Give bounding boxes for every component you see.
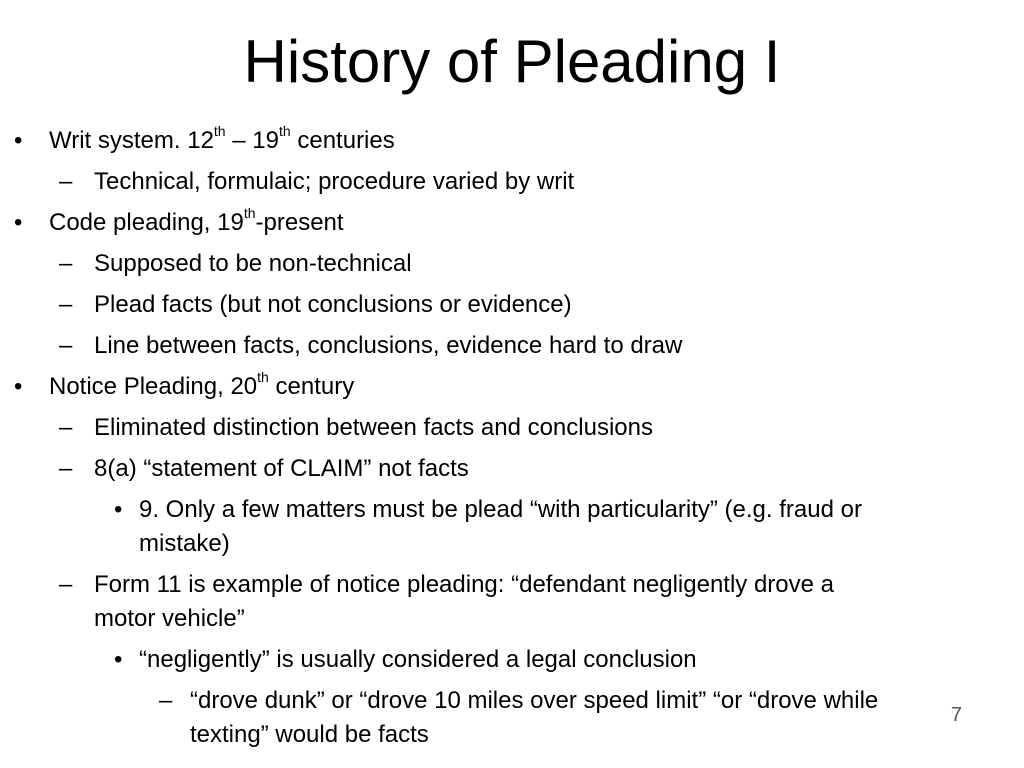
bullet-text: Notice Pleading, 20th century — [49, 369, 355, 400]
sub-bullet-form-11 — [0, 568, 1024, 636]
bullet-notice-pleading — [0, 370, 1024, 404]
dash-marker: – — [59, 455, 73, 482]
slide-title: History of Pleading I — [243, 28, 781, 95]
bullet-marker: • — [14, 373, 23, 400]
dash-marker: – — [59, 168, 73, 195]
dash-marker: – — [59, 414, 73, 441]
sub-sub-sub-bullet-drove — [0, 684, 1024, 752]
bullet-text: Code pleading, 19th-present — [49, 205, 344, 236]
sub-bullet-non-technical — [0, 247, 1024, 281]
bullet-text: Form 11 is example of notice pleading: “defendant negligently drove a motor vehicle” — [94, 571, 835, 632]
dash-marker: – — [159, 687, 173, 714]
bullet-text: Plead facts (but not conclusions or evidence) — [94, 291, 572, 318]
bullet-text: Eliminated distinction between facts and conclusions — [94, 414, 653, 441]
bullet-text: Technical, formulaic; procedure varied by writ — [94, 168, 575, 195]
bullet-text: Line between facts, conclusions, evidence hard to draw — [94, 332, 683, 359]
bullet-marker: • — [114, 646, 123, 673]
dash-marker: – — [59, 571, 73, 598]
sub-sub-bullet-particularity — [0, 493, 1024, 561]
bullet-list — [0, 124, 1024, 759]
sub-bullet-plead-facts — [0, 288, 1024, 322]
bullet-writ-system — [0, 124, 1024, 158]
bullet-marker: • — [14, 209, 23, 236]
dash-marker: – — [59, 291, 73, 318]
bullet-text: Supposed to be non-technical — [94, 250, 412, 277]
sub-bullet-eliminated — [0, 411, 1024, 445]
sub-bullet-8a — [0, 452, 1024, 486]
sub-bullet-line-between — [0, 329, 1024, 363]
bullet-marker: • — [14, 127, 23, 154]
bullet-code-pleading — [0, 206, 1024, 240]
bullet-marker: • — [114, 496, 123, 523]
slide-number: 7 — [950, 704, 962, 726]
dash-marker: – — [59, 250, 73, 277]
sub-bullet-technical — [0, 165, 1024, 199]
bullet-text: “negligently” is usually considered a legal conclusion — [139, 646, 697, 673]
dash-marker: – — [59, 332, 73, 359]
sub-sub-bullet-negligently — [0, 643, 1024, 677]
bullet-text: 9. Only a few matters must be plead “with particularity” (e.g. fraud or mistake) — [139, 496, 862, 557]
bullet-text: 8(a) “statement of CLAIM” not facts — [94, 455, 469, 482]
bullet-text: Writ system. 12th – 19th centuries — [49, 123, 395, 154]
bullet-text: “drove dunk” or “drove 10 miles over speed limit” “or “drove while texting” would be facts — [190, 687, 879, 748]
